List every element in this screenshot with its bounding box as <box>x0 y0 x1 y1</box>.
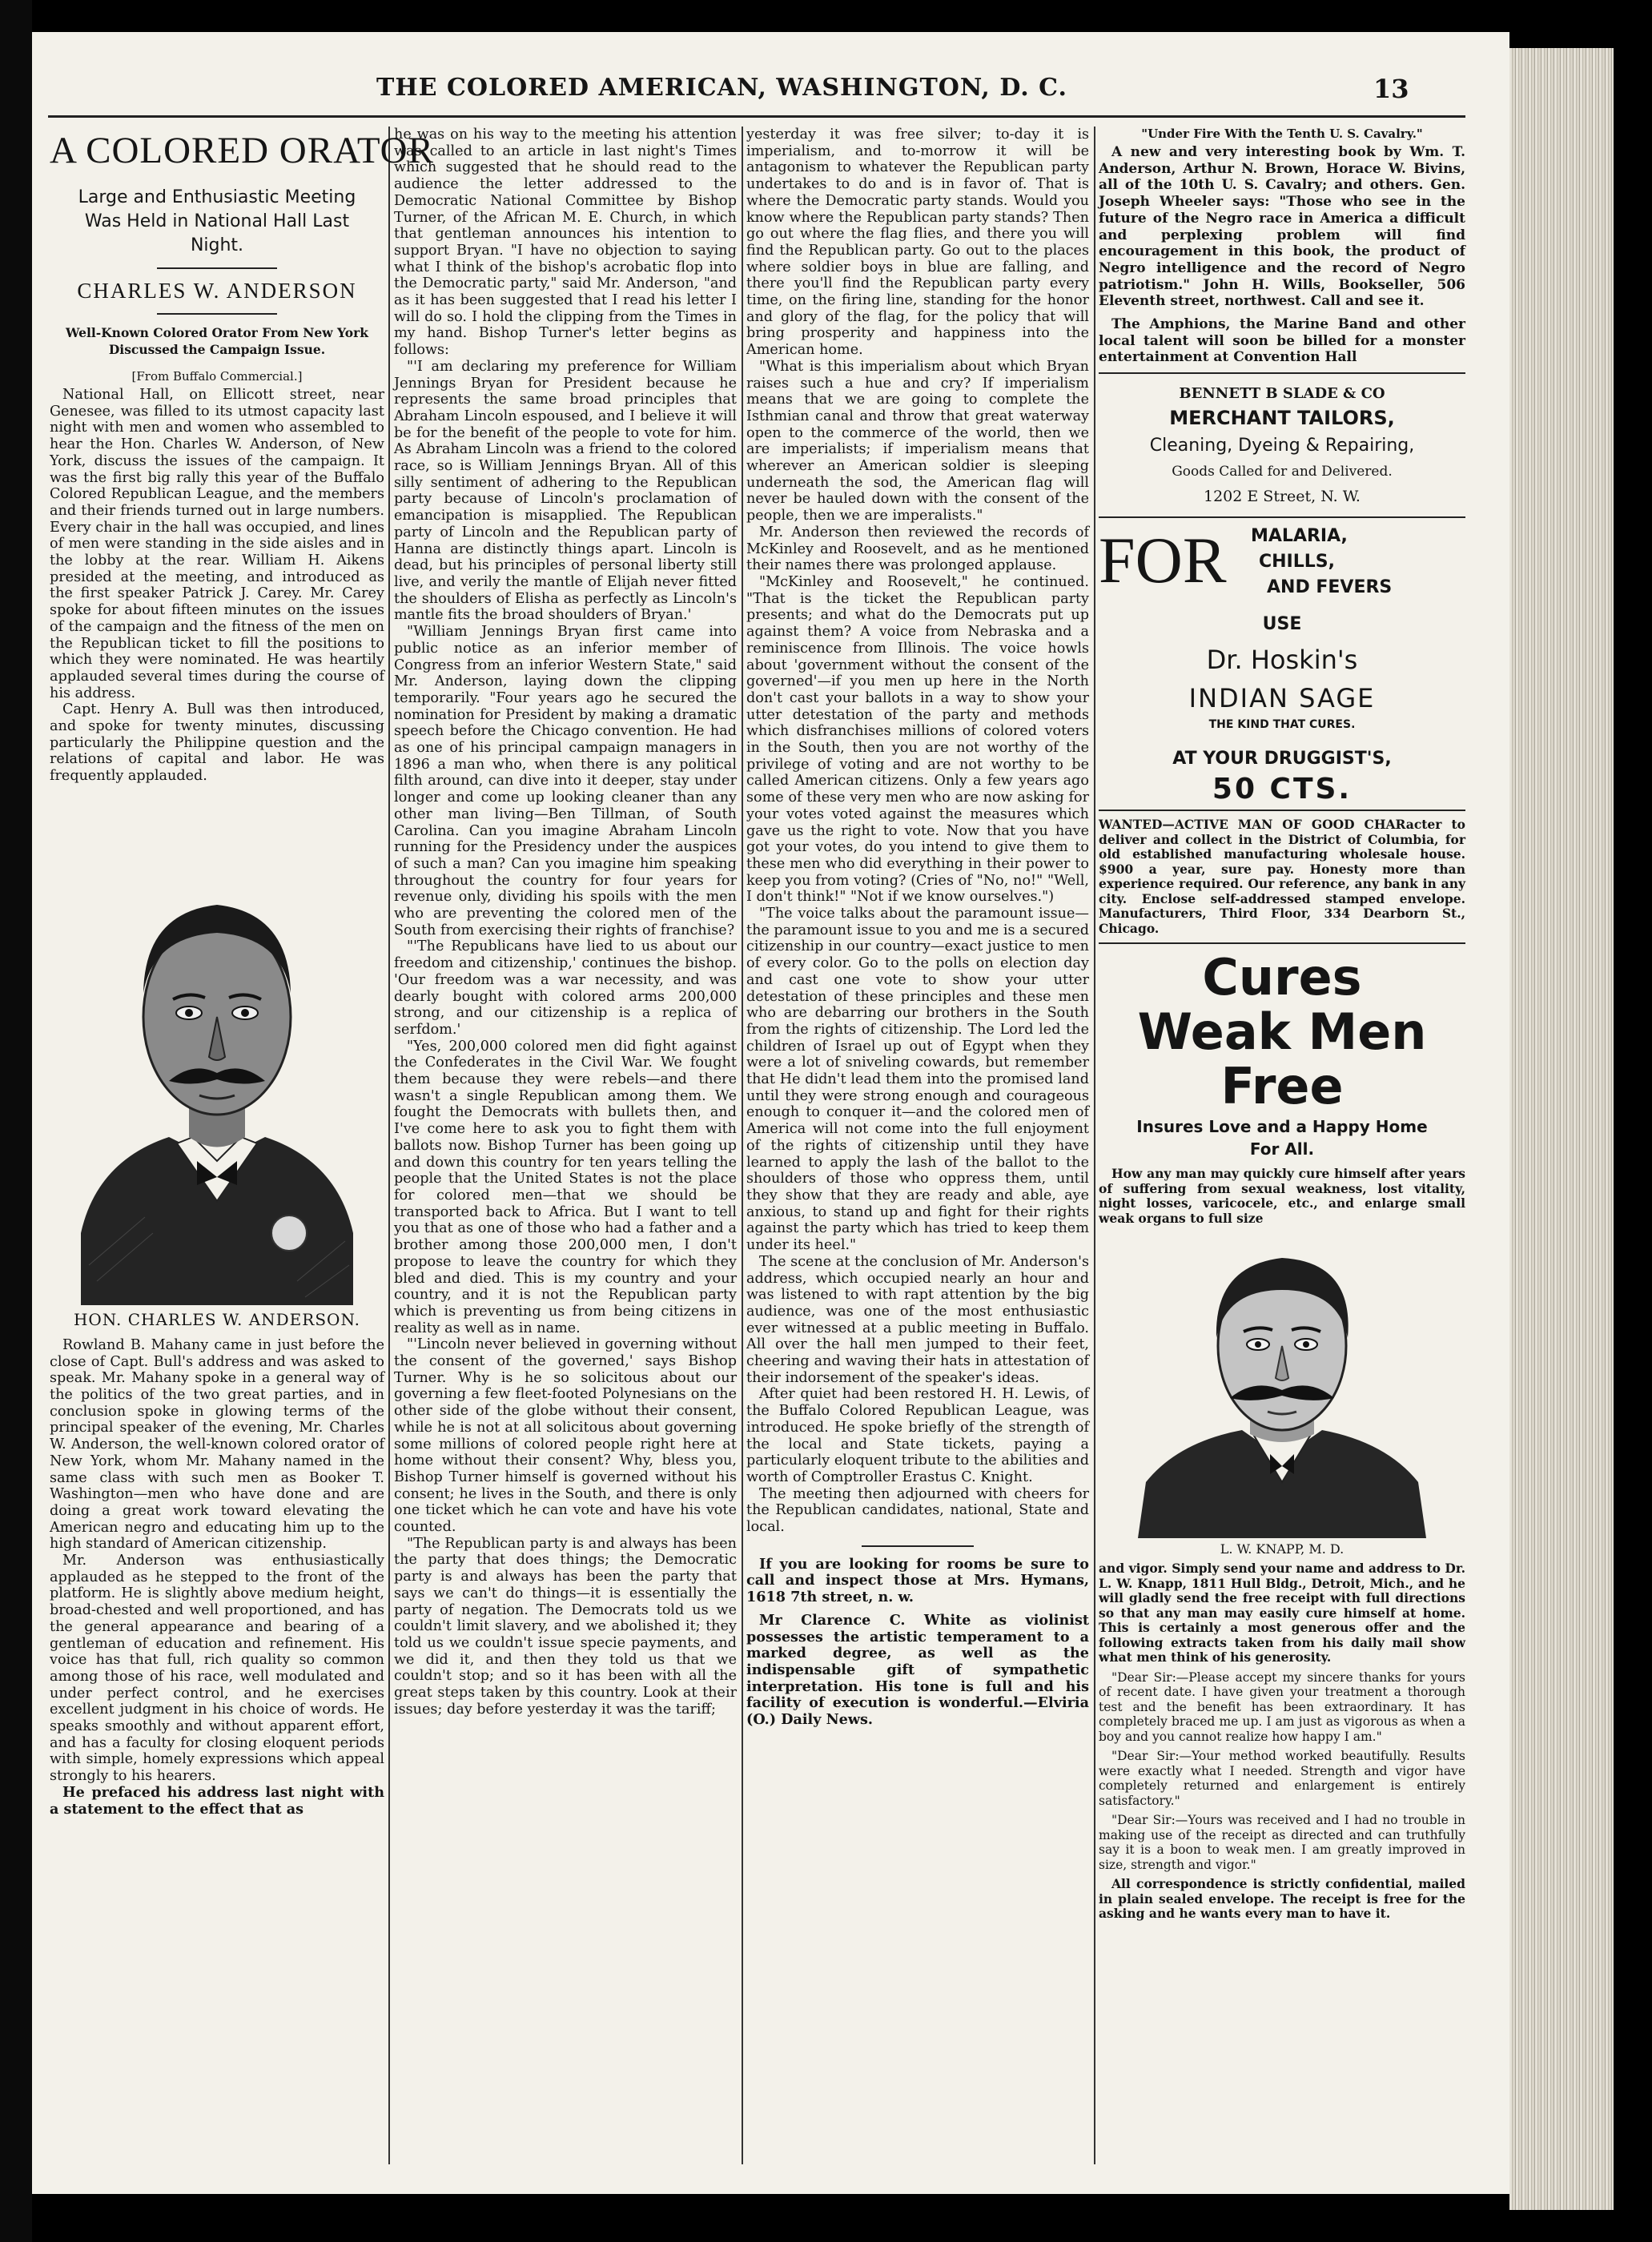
paragraph: Capt. Henry A. Bull was then introduced, and spoke for twenty minutes, discussing particularly the Philippine question and the relations of capital and labor. He was frequently applauded. <box>50 701 384 785</box>
violinist-notice: Mr Clarence C. White as violinist possesses the artistic temperament to a marked degree, as well as the indispensable gift of sympathetic interpretation. His tone is full and his facility of execution is wonderful.—Elviria (O.) Daily News. <box>746 1611 1089 1729</box>
cures-body: and vigor. Simply send your name and address to Dr. L. W. Knapp, 1811 Hull Bldg., Detroit, Mich., and he will gladly send the free receipt with full directions so that any man may easily cure himself at home. This is certainly a most generous offer and the following extracts taken from his daily mail show what men think of his generosity. <box>1099 1561 1465 1665</box>
testimonial: "Dear Sir:—Your method worked beautifully. Results were exactly what I needed. Strength and vigor have completely returned and enlargement is entirely satisfactory." <box>1099 1749 1465 1808</box>
paragraph: The meeting then adjourned with cheers for the Republican candidates, national, State and local. <box>746 1485 1089 1536</box>
paragraph: "'Lincoln never believed in governing without the consent of the governed,' says Bishop Turner. Why is he so solicitous about our governing a few fleet-footed Polynesians on the other side of the globe without their consent, while he is not at all solicitous about governing some millions of colored people right here at home without their consent? Why, bless you, Bishop Turner himself is governed without his consent; he lives in the South, and there is only one ticket which he can vote and have his vote counted. <box>394 1336 737 1536</box>
portrait-caption: HON. CHARLES W. ANDERSON. <box>73 1309 361 1329</box>
header-rule <box>48 115 1465 118</box>
column-3 <box>746 127 1089 1729</box>
paragraph: "William Jennings Bryan first came into public notice as an inferior member of Congress from an inferior Western State," said Mr. Anderson, laying down the clipping temporarily. "Four years ago he secured the nomination for President by making a dramatic speech before the Chicago convention. He had as one of his principal campaign managers in 1896 a man who, when there is any political filth around, can dive into it deeper, stay under longer and come up looking cleaner than any other man living—Ben Tillman, of South Carolina. Can you imagine Abraham Lincoln running for the Presidency under the auspices of such a man? Can you imagine him speaking throughout the country for four years for revenue only, dividing his spoils with the men who are preventing the colored men of the South from exercising their rights of franchise? <box>394 624 737 938</box>
paragraph: National Hall, on Ellicott street, near Genesee, was filled to its utmost capacity last night with men and women who assembled to hear the Hon. Charles W. Anderson, of New York, discuss the issues of the campaign. It was the first big rally this year of the Buffalo Colored Republican League, and the members and their friends turned out in large numbers. Every chair in the hall was occupied, and lines of men were standing in the side aisles and in the lobby at the rear. William H. Aikens presided at the meeting, and introduced as the first speaker Patrick J. Carey. Mr. Carey spoke for about fifteen minutes on the issues of the campaign and the fitness of the men on the Republican ticket to fill the positions to which they were nominated. He was heartily applauded several times during the course of his address. <box>50 387 384 701</box>
sage-line-2: CHILLS, <box>1259 552 1335 573</box>
paragraph: he was on his way to the meeting his attention was called to an article in last night's Times which suggested that he should read to the audience the letter addressed to the Democratic National Committee by Bishop Turner, of the African M. E. Church, in which that gentleman announces his intention to support Bryan. "I have no objection to saying what I think of the bishop's acrobatic flop into the Democratic party," said Mr. Anderson, "and as it has been suggested that I read his letter I will do so. I hold the clipping from the Times in my hand. Bishop Turner's letter begins as follows: <box>394 127 737 359</box>
source-credit: [From Buffalo Commercial.] <box>131 369 303 384</box>
paragraph: "McKinley and Roosevelt," he continued. "That is the ticket the Republican party presents; and what do the Democrats put up against them? A voice from Nebraska and a reminiscence from Illinois. The voice howls about 'government without the consent of the governed'—if you men up here in the North don't cast your ballots in a way to show your utter detestation of the party and methods which disfranchises millions of colored voters in the South, then you are not worthy of the privilege of voting and are not worthy to be called American citizens. Only a few years ago some of these very men who are now asking for your votes voted against the measures which gave us the right to vote. Now that you have got your votes, do you intend to give them to these men who did everything in their power to keep you from voting? (Cries of "No, no!" "Well, I don't think!" "Not if we know ourselves.") <box>746 573 1089 906</box>
testimonial: "Dear Sir:—Please accept my sincere thanks for yours of recent date. I have given your treatment a thorough test and the benefit has been extraordinary. It has completely braced me up. I am just as vigorous as when a boy and you cannot realize how happy I am." <box>1099 1669 1465 1744</box>
paragraph: "The voice talks about the paramount issue—the paramount issue to you and me is a secured citizenship in our country—exact justice to men of every color. Go to the polls on election day and cast one vote to show your utter detestation of these principles and these men who are debarring our brothers in the South from the rights of citizenship. The Lord led the children of Israel up out of Egypt when they were a lot of sniveling cowards, but remember that He didn't lead them into the promised land until they were strong enough and courageous enough to conquer it—and the colored men of America will not come into the full enjoyment of the rights of citizenship until they have learned to apply the lash of the ballot to the shoulders of those who oppress them, until they show that they are ready and able, aye anxious, to stand up and fight for their rights against the party which has tried to keep them under its heel." <box>746 906 1089 1254</box>
divider <box>1099 516 1465 518</box>
divider <box>862 1545 974 1547</box>
sage-doctor: Dr. Hoskin's <box>1206 645 1358 676</box>
sage-name: INDIAN SAGE <box>1188 683 1376 714</box>
paragraph: After quiet had been restored H. H. Lewis, of the Buffalo Colored Republican League, was introduced. He spoke briefly of the strength of the local and State tickets, paying a particularly eloquent tribute to the abilities and worth of Comptroller Erastus C. Knight. <box>746 1386 1089 1485</box>
page-number: 13 <box>1373 74 1409 104</box>
column-rule <box>1094 127 1095 2164</box>
tailor-called: Goods Called for and Delivered. <box>1172 464 1393 480</box>
cures-subhead-1: Insures Love and a Happy Home <box>1136 1117 1428 1137</box>
knapp-portrait <box>1122 1226 1442 1538</box>
column-rule <box>742 127 743 2164</box>
cures-ad <box>1099 950 1465 1922</box>
tailor-name: BENNETT B SLADE & CO <box>1179 385 1385 403</box>
newspaper-page <box>32 32 1509 2194</box>
tailor-line: MERCHANT TAILORS, <box>1169 407 1395 430</box>
divider <box>157 267 277 269</box>
cures-line-3: Free <box>1220 1057 1344 1116</box>
article-subhead: Large and Enthusiastic Meeting Was Held in National Hall Last Night. <box>78 187 356 255</box>
paragraph: Rowland B. Mahany came in just before the close of Capt. Bull's address and was asked to speak. Mr. Mahany spoke in a general way of the politics of the two great parties, and in conclusion spoke in glowing terms of the principal speaker of the evening, Mr. Charles W. Anderson, the well-known colored orator of New York, whom Mr. Mahany named in the same class with such men as Booker T. Washington—men who have done and are doing a great work toward elevating the American negro and educating him up to the high standard of American citizenship. <box>50 1336 384 1553</box>
divider <box>1099 942 1465 944</box>
rooms-notice: If you are looking for rooms be sure to call and inspect those at Mrs. Hymans, 1618 7th street, n. w. <box>746 1555 1089 1606</box>
divider <box>157 313 277 315</box>
book-title: "Under Fire With the Tenth U. S. Cavalry." <box>1141 127 1423 141</box>
tailor-address: 1202 E Street, N. W. <box>1204 488 1361 506</box>
sage-for: FOR <box>1099 524 1227 597</box>
sage-line-3: AND FEVERS <box>1267 577 1393 598</box>
cures-line-1: Cures <box>1202 948 1362 1007</box>
book-fore-edge <box>1509 48 1614 2210</box>
cures-subhead-2: For All. <box>1249 1139 1315 1159</box>
divider <box>1099 810 1465 811</box>
column-1 <box>50 127 434 1818</box>
testimonial: "Dear Sir:—Yours was received and I had no trouble in making use of the receipt as directed and can truthfully say it is a boon to weak men. I am greatly improved in size, strength and vigor." <box>1099 1813 1465 1872</box>
cures-intro: How any man may quickly cure himself after years of suffering from sexual weakness, lost vitality, night losses, varicocele, etc., and enlarge small weak organs to full size <box>1099 1166 1465 1226</box>
anderson-portrait <box>57 785 377 1305</box>
paragraph: "'I am declaring my preference for William Jennings Bryan for President because he represents the same broad principles that Abraham Lincoln espoused, and I believe it will be for the benefit of the people to vote for him. As Abraham Lincoln was a friend to the colored race, so is William Jennings Bryan. All of this silly sentiment of adhering to the Republican party because of Lincoln's proclamation of emancipation is misapplied. The Republican party of Lincoln and the Republican party of Hanna are distinctly things apart. Lincoln is dead, but his principles of personal liberty still live, and verily the mantle of Elijah never fitted the shoulders of Elisha as perfectly as Lincoln's mantle fits the broad shoulders of Bryan.' <box>394 358 737 624</box>
sage-price: 50 CTS. <box>1212 773 1353 806</box>
masthead-title: THE COLORED AMERICAN, WASHINGTON, D. C. <box>376 74 1067 102</box>
cures-closing: All correspondence is strictly confidential, mailed in plain sealed envelope. The receipt is free for the asking and he wants every man to have it. <box>1099 1876 1465 1922</box>
article-headline: A COLORED ORATOR <box>50 130 434 171</box>
paragraph: The scene at the conclusion of Mr. Anderson's address, which occupied nearly an hour and was listened to with rapt attention by the big audience, was one of the most enthusiastic ever witnessed at a public meeting in Buffalo. All over the hall men jumped to their feet, cheering and waving their hats in attestation of their indorsement of the speaker's ideas. <box>746 1253 1089 1386</box>
wanted-ad: WANTED—ACTIVE MAN OF GOOD CHARacter to deliver and collect in the District of Columbia, for old established manufacturing wholesale house. $900 a year, sure pay. Honesty more than experience required. Our reference, any bank in any city. Enclose self-addressed stamped envelope. Manufacturers, Third Floor, 334 Dearborn St., Chicago. <box>1099 817 1465 936</box>
speaker-name-head: CHARLES W. ANDERSON <box>77 279 357 303</box>
column-2 <box>394 127 737 1718</box>
paragraph: "What is this imperialism about which Bryan raises such a hue and cry? If imperialism means that we are going to complete the Isthmian canal and throw that great waterway open to the commerce of the world, then we are imperialists; if imperialism means that wherever an American soldier is sleeping underneath the sod, the American flag will never be hauled down with the consent of the people, then we are imperalists." <box>746 358 1089 524</box>
column-4 <box>1099 127 1465 1922</box>
book-notice: A new and very interesting book by Wm. T. Anderson, Arthur N. Brown, Horace W. Bivins, all of the 10th U. S. Cavalry; and others. Gen. Joseph Wheeler says: "Those who see in the future of the Negro race in America a difficult and perplexing problem will find encouragement in this book, the product of Negro intelligence and the record of Negro patriotism." John H. Wills, Bookseller, 506 Eleventh street, northwest. Call and see it. <box>1099 144 1465 310</box>
sage-line-1: MALARIA, <box>1251 526 1348 547</box>
paragraph: "The Republican party is and always has been the party that does things; the Democratic party is and always has been the party that says we can't do things—it is essentially the party of negation. The Democrats told us we couldn't limit slavery, and we abolished it; they told us we couldn't issue specie payments, and we did it, and then they told us that we couldn't stop; and so it has been with all the great steps taken by this country. Look at their issues; day before yesterday it was the tariff; <box>394 1535 737 1718</box>
adjacent-page-edge <box>0 0 32 2242</box>
column-rule <box>388 127 390 2164</box>
cures-line-2: Weak Men <box>1137 1002 1427 1062</box>
tailor-ad <box>1099 380 1465 510</box>
article-deck: Well-Known Colored Orator From New York Discussed the Campaign Issue. <box>65 325 368 357</box>
paragraph: "Yes, 200,000 colored men did fight against the Confederates in the Civil War. We fought them because they were rebels—and there wasn't a single Republican among them. We fought the Democrats with bullets then, and I've come here to ask you to fight them with ballots now. Bishop Turner has been going up and down this country for ten years telling the people that the United States is not the place for colored men—that we should be transported back to Africa. But I want to tell you that as one of those who had a father and a brother among those 200,000 men, I don't propose to leave the country for which they bled and died. This is my country and your country, and it is not the Republican party which is preventing us from being citizens in reality as well as in name. <box>394 1038 737 1336</box>
paragraph: yesterday it was free silver; to-day it is imperialism, and to-morrow it will be antagonism to whatever the Republican party undertakes to do and is in favor of. That is where the Democratic party stands. Would you know where the Republican party stands? Then go out where the flag flies, and there you will find the Republican party. Go out to the places where soldier boys in blue are falling, and there you'll find the Republican party every time, on the firing line, standing for the honor and glory of the flag, for the policy that will bring prosperity and happiness into the American home. <box>746 127 1089 359</box>
page-header <box>32 32 1509 120</box>
indian-sage-ad <box>1099 524 1465 806</box>
sage-tagline: THE KIND THAT CURES. <box>1208 718 1356 732</box>
paragraph: Mr. Anderson then reviewed the records of McKinley and Roosevelt, and as he mentioned their names there was prolonged applause. <box>746 524 1089 574</box>
sage-use: USE <box>1262 614 1302 635</box>
amphions-notice: The Amphions, the Marine Band and other local talent will soon be billed for a monster entertainment at Convention Hall <box>1099 316 1465 366</box>
paragraph: Mr. Anderson was enthusiastically applauded as he stepped to the front of the platform. He is slightly above medium height, broad-chested and well proportioned, and has the general appearance and bearing of a gentleman of education and refinement. His voice has that full, rich quality so common among those of his race, well modulated and under perfect control, and he exercises excellent judgment in his choice of words. He speaks smoothly and without apparent effort, and has a faculty for closing eloquent periods with simple, homely expressions which appeal strongly to his hearers. <box>50 1553 384 1785</box>
sage-druggist: AT YOUR DRUGGIST'S, <box>1172 749 1392 769</box>
paragraph: "'The Republicans have lied to us about our freedom and citizenship,' continues the bishop. 'Our freedom was a war necessity, and was dearly bought with colored arms 200,000 strong, and our citizenship is a replica of serfdom.' <box>394 938 737 1038</box>
tailor-services: Cleaning, Dyeing & Repairing, <box>1149 436 1415 456</box>
paragraph: He prefaced his address last night with a statement to the effect that as <box>50 1783 384 1818</box>
divider <box>1099 372 1465 374</box>
doctor-caption: L. W. KNAPP, M. D. <box>1220 1541 1345 1557</box>
